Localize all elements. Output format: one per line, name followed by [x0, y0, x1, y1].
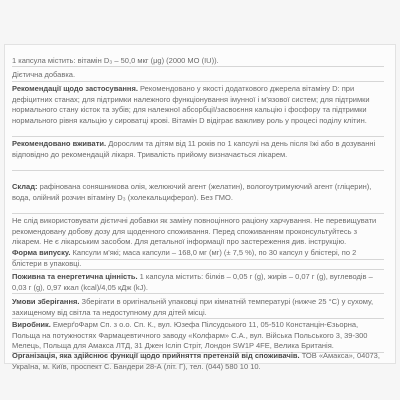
product-type-text: Дієтична добавка.: [12, 70, 76, 79]
composition-line: [12, 56, 384, 67]
warning-text: Не слід використовувати дієтичні добавки як заміну повноцінного раціону харчування. Не перевищувати рекомендовану добову дозу для щоденного споживання. Перед споживанням проконсультуйтесь з лікарем. Не є лікарським засобом. Для детальної інформації про застереження див. інструкцію.: [12, 216, 377, 247]
usage-section: [12, 84, 384, 137]
storage-heading: Умови зберігання.: [12, 297, 80, 306]
manufacturer-section: [12, 320, 384, 353]
dosage-heading: Рекомендовано вживати.: [12, 139, 107, 148]
usage-text: Рекомендовано у якості додаткового джерела вітаміну D: при дефіцитних станах; для підтримки належного функціонування імунної і м'язової систем; для підтримки нормального стану кісток та зубів; для належної абсорбції/засвоєння кальцію і фосфору та підтримки нормального рівня кальцію у сироватці крові. Вітамін D відіграє важливу роль у процесі поділу клітин.: [12, 84, 370, 125]
ingredients-section: [12, 182, 384, 214]
usage-heading: Рекомендації щодо застосування.: [12, 84, 138, 93]
nutrition-heading: Поживна та енергетична цінність.: [12, 272, 138, 281]
release-form-heading: Форма випуску.: [12, 248, 71, 257]
manufacturer-heading: Виробник.: [12, 320, 51, 329]
dosage-text: Дорослим та дітям від 11 років по 1 капсулі на день після їжі або в дозуванні відповідно до рекомендацій лікаря. Тривалість прийому визначається лікарем.: [12, 139, 376, 159]
product-type-line: [12, 70, 384, 82]
ingredients-text: рафінована соняшникова олія, желюючий агент (желатин), вологоутримуючий агент (гліцерин), вода, олійний розчин вітаміну D₃ (холекальциферол). Без ГМО.: [12, 182, 372, 202]
release-form-text: Капсули м'які; маса капсули – 168,0 мг (мг) (± 7,5 %), по 30 капсул у блістері, по 2 блістери в упаковці.: [12, 248, 357, 268]
claims-section: [12, 351, 384, 373]
release-form-section: [12, 248, 384, 270]
composition-text: 1 капсула містить: вітамін D₃ – 50,0 мкг (μg) (2000 МО (IU)).: [12, 56, 219, 65]
ingredients-heading: Склад:: [12, 182, 38, 191]
storage-section: [12, 297, 384, 319]
dosage-section: [12, 139, 384, 171]
nutrition-text: 1 капсула містить: білків – 0,05 г (g), жирів – 0,07 г (g), вуглеводів – 0,03 г (g), 0,97 ккал (kcal)/4,05 кДж (kJ).: [12, 272, 373, 292]
claims-heading: Організація, яка здійснює функції щодо прийняття претензій від споживачів.: [12, 351, 300, 360]
manufacturer-text: ЕмерґоФарм Сп. з о.о. Сп. К., вул. Юзефа Пілсудського 11, 05-510 Констанцін-Єзьорна, Польща на потужностях Фармацевтичного заводу «Колфарм» С.А., вул. Війська Польського 3, 39-300 Мелець, Польща для Амакса ЛТД, 31 Джен Ісліп Стріт, Лондон SW1P 4FE, Велика Британія.: [12, 320, 368, 351]
storage-text: Зберігати в оригінальній упаковці при кімнатній температурі (нижче 25 °С) у сухому, захищеному від світла та недоступному для дітей місці.: [12, 297, 374, 317]
claims-text: ТОВ «Амакса», 04073, Україна, м. Київ, проспект С. Бандери 28-А (літ. Г), тел. (044) 580 10 10.: [12, 351, 380, 371]
nutrition-section: [12, 272, 384, 294]
